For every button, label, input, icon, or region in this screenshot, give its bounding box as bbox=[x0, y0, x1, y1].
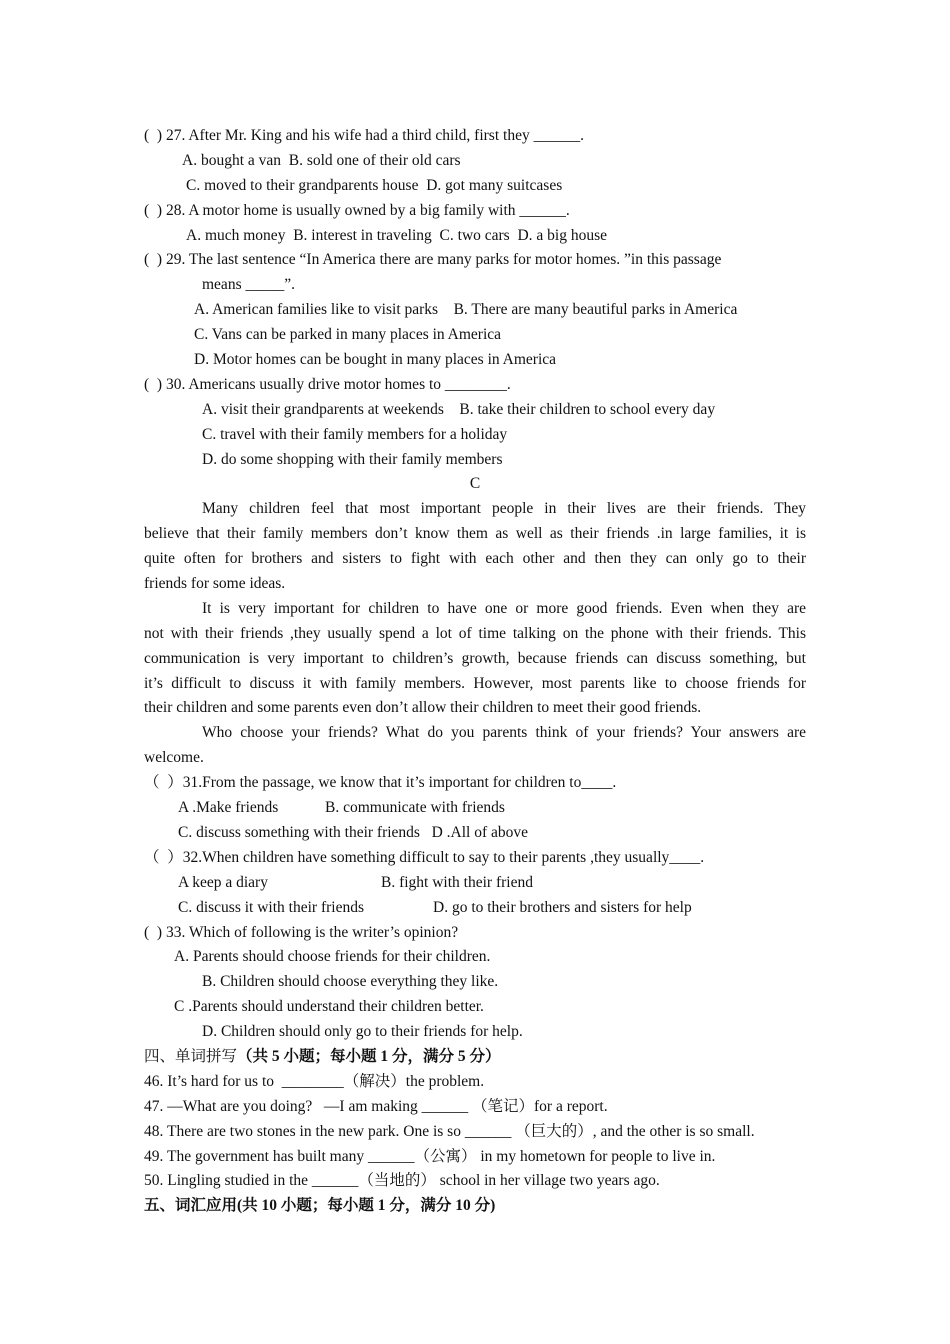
passage-paragraph-2-line-3: communication is very important to children’s growth, because friends can discuss something, but bbox=[144, 649, 806, 667]
question-29-option-d: D. Motor homes can be bought in many places in America bbox=[194, 351, 557, 369]
question-29-continuation: means _____”. bbox=[202, 276, 295, 294]
question-30: ( ) 30. Americans usually drive motor homes to ________. bbox=[144, 375, 511, 393]
question-32: （ ）32.When children have something difficult to say to their parents ,they usually____. bbox=[144, 848, 705, 866]
question-30-option-c: C. travel with their family members for a holiday bbox=[202, 425, 508, 443]
question-29-options-ab: A. American families like to visit parks B. There are many beautiful parks in America bbox=[194, 301, 738, 319]
section-4-scoring: （共 5 小题；每小题 1 分，满分 5 分） bbox=[237, 1047, 501, 1065]
question-31-options-ab bbox=[144, 796, 806, 821]
question-33: ( ) 33. Which of following is the writer’s opinion? bbox=[144, 923, 459, 941]
question-30-options-ab: A. visit their grandparents at weekends B. take their children to school every day bbox=[202, 400, 716, 418]
question-29-option-c: C. Vans can be parked in many places in America bbox=[194, 326, 502, 344]
question-33-option-b: B. Children should choose everything they like. bbox=[202, 973, 499, 991]
question-27-options-ab: A. bought a van B. sold one of their old cars bbox=[182, 151, 461, 169]
exam-page bbox=[144, 124, 806, 1219]
passage-paragraph-2-line-2: not with their friends ,they usually spend a lot of time talking on the phone with their friends. This bbox=[144, 624, 806, 642]
passage-paragraph-2-line-5: their children and some parents even don’t allow their children to meet their good friends. bbox=[144, 699, 702, 717]
section-4-title: 四、单词拼写 bbox=[144, 1047, 238, 1065]
question-31: （ ）31.From the passage, we know that it’s important for children to____. bbox=[144, 774, 617, 792]
section-4-heading bbox=[144, 1045, 806, 1070]
question-33-option-c: C .Parents should understand their children better. bbox=[174, 998, 484, 1016]
question-28: ( ) 28. A motor home is usually owned by a big family with ______. bbox=[144, 201, 570, 219]
passage-paragraph-3-line-2: welcome. bbox=[144, 749, 204, 767]
passage-paragraph-1-line-1: Many children feel that most important people in their lives are their friends. They bbox=[202, 500, 806, 518]
section-5-heading: 五、词汇应用(共 10 小题；每小题 1 分，满分 10 分) bbox=[144, 1197, 496, 1215]
question-32-option-d: D. go to their brothers and sisters for help bbox=[433, 898, 692, 916]
passage-c-heading: C bbox=[469, 475, 481, 493]
question-30-option-d: D. do some shopping with their family members bbox=[202, 450, 503, 468]
passage-paragraph-3-line-1: Who choose your friends? What do you parents think of your friends? Your answers are bbox=[202, 724, 806, 742]
question-29: ( ) 29. The last sentence “In America there are many parks for motor homes. ”in this passage bbox=[144, 251, 722, 269]
question-32-options-ab bbox=[144, 871, 806, 896]
question-27: ( ) 27. After Mr. King and his wife had a third child, first they ______. bbox=[144, 127, 584, 144]
passage-paragraph-1-line-3: quite often for brothers and sisters to fight with each other and then they can only go to their bbox=[144, 550, 806, 568]
passage-paragraph-1-line-2: believe that their family members don’t know them as well as their friends .in large families, it is bbox=[144, 525, 806, 543]
question-27-options-cd: C. moved to their grandparents house D. got many suitcases bbox=[186, 176, 563, 194]
question-33-option-a: A. Parents should choose friends for their children. bbox=[174, 948, 491, 966]
passage-paragraph-1-line-4: friends for some ideas. bbox=[144, 575, 286, 593]
passage-paragraph-2-line-4: it’s difficult to discuss it with family members. However, most parents like to choose friends for bbox=[144, 674, 806, 692]
question-28-options: A. much money B. interest in traveling C. two cars D. a big house bbox=[186, 226, 608, 244]
question-46: 46. It’s hard for us to ________（解决）the problem. bbox=[144, 1072, 485, 1090]
question-49: 49. The government has built many ______（公寓） in my hometown for people to live in. bbox=[144, 1147, 716, 1165]
question-33-option-d: D. Children should only go to their friends for help. bbox=[202, 1023, 523, 1041]
question-32-option-b: B. fight with their friend bbox=[381, 873, 533, 891]
question-50: 50. Lingling studied in the ______（当地的） school in her village two years ago. bbox=[144, 1172, 660, 1190]
question-31-option-b: B. communicate with friends bbox=[325, 799, 505, 817]
question-32-option-c: C. discuss it with their friends bbox=[178, 898, 364, 916]
question-32-option-a: A keep a diary bbox=[178, 873, 268, 891]
question-32-options-cd bbox=[144, 896, 806, 921]
question-47: 47. —What are you doing? —I am making ______ （笔记）for a report. bbox=[144, 1097, 608, 1115]
question-31-options-cd: C. discuss something with their friends D .All of above bbox=[178, 823, 528, 841]
passage-paragraph-2-line-1: It is very important for children to have one or more good friends. Even when they are bbox=[202, 599, 806, 617]
question-48: 48. There are two stones in the new park. One is so ______ （巨大的）, and the other is so small. bbox=[144, 1122, 755, 1140]
question-31-option-a: A .Make friends bbox=[178, 799, 279, 817]
